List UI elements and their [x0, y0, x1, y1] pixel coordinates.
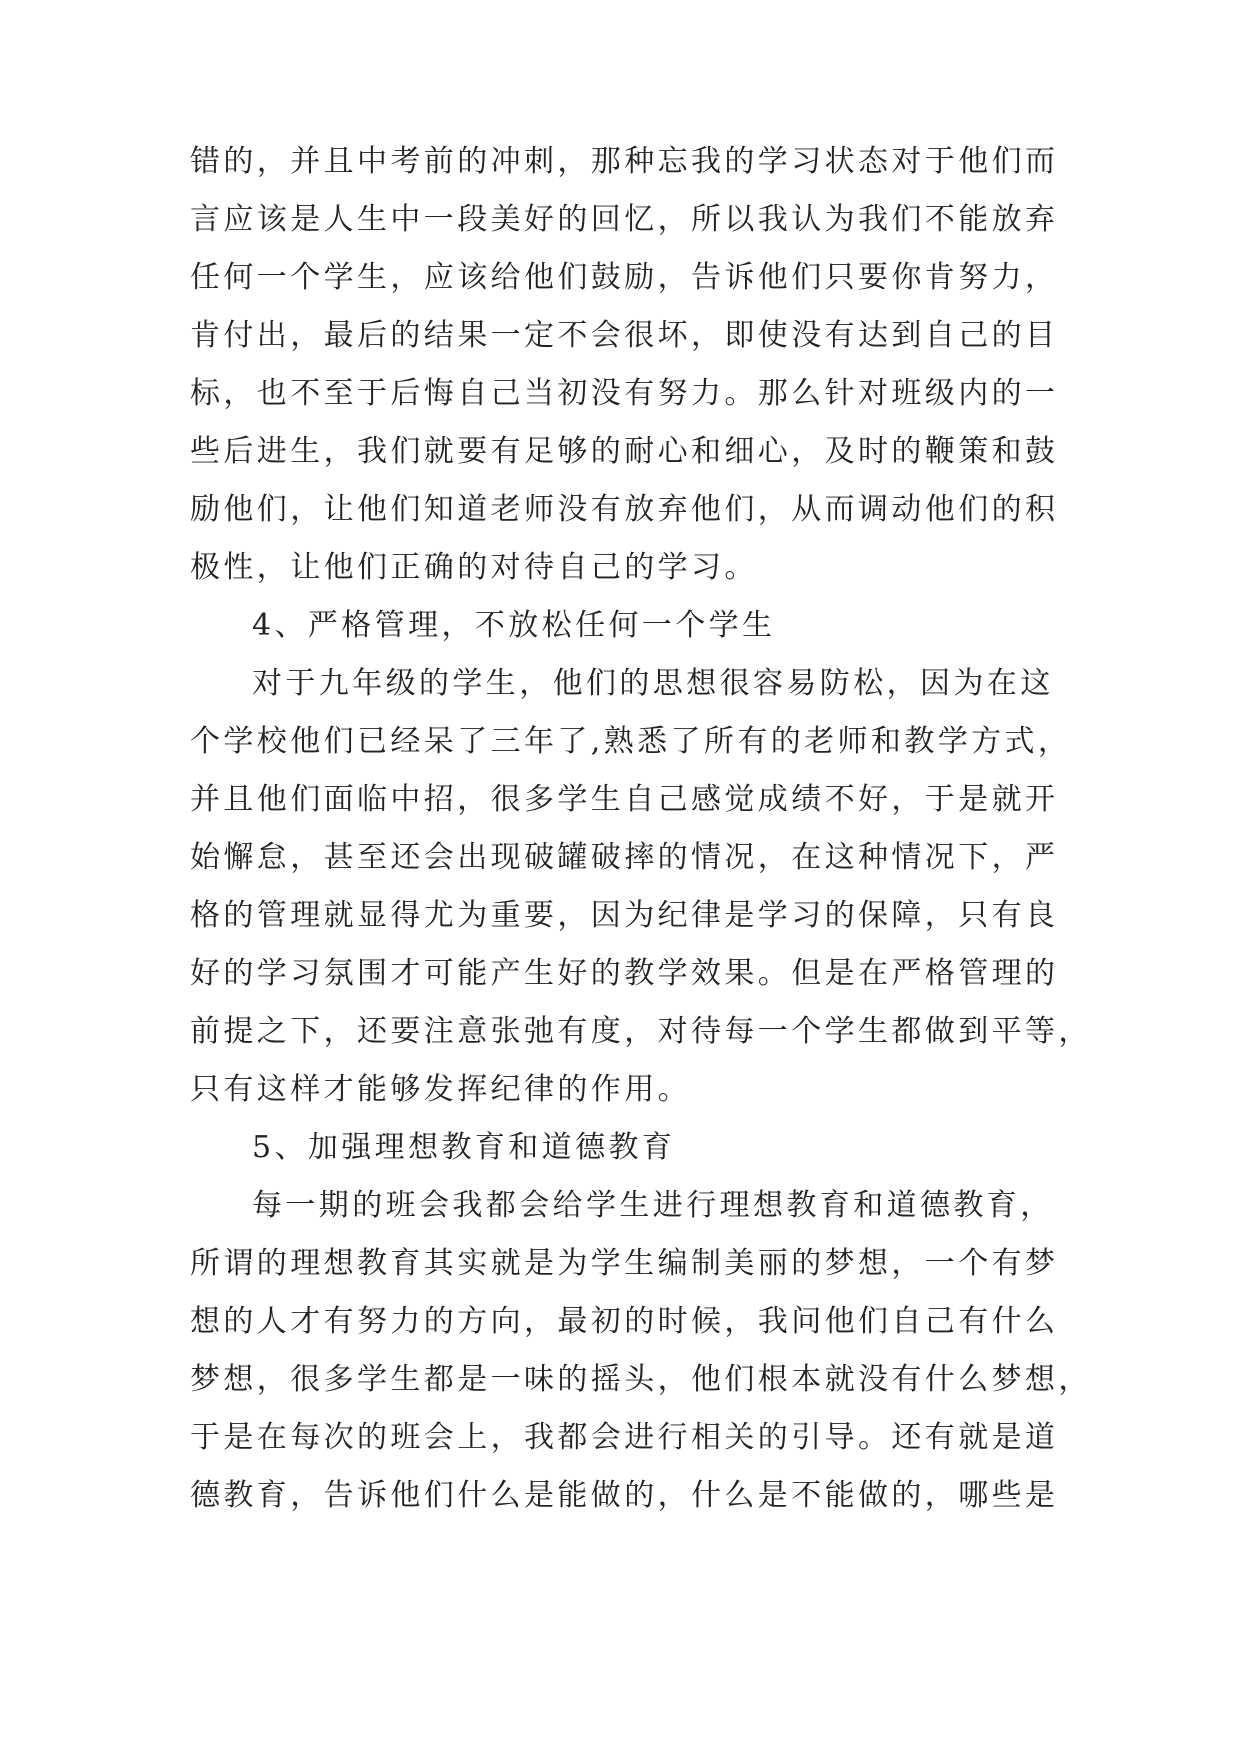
body-line: 个学校他们已经呆了三年了,熟悉了所有的老师和教学方式， [190, 724, 1072, 759]
body-line: 极性，让他们正确的对待自己的学习。 [190, 550, 758, 585]
paragraph-first-line: 每一期的班会我都会给学生进行理想教育和道德教育， [252, 1188, 1054, 1223]
paragraph-first-line: 对于九年级的学生，他们的思想很容易防松，因为在这 [252, 666, 1054, 701]
section-heading: 4、严格管理，不放松任何一个学生 [252, 608, 776, 643]
body-line: 梦想，很多学生都是一味的摇头，他们根本就没有什么梦想， [190, 1362, 1092, 1397]
body-line: 想的人才有努力的方向，最初的时候，我问他们自己有什么 [190, 1304, 1059, 1339]
body-line: 标，也不至于后悔自己当初没有努力。那么针对班级内的一 [190, 376, 1059, 411]
body-line: 并且他们面临中招，很多学生自己感觉成绩不好，于是就开 [190, 782, 1059, 817]
body-line: 始懈怠，甚至还会出现破罐破摔的情况，在这种情况下，严 [190, 840, 1059, 875]
body-line: 言应该是人生中一段美好的回忆，所以我认为我们不能放弃 [190, 202, 1059, 237]
body-line: 肯付出，最后的结果一定不会很坏，即使没有达到自己的目 [190, 318, 1059, 353]
body-line: 于是在每次的班会上，我都会进行相关的引导。还有就是道 [190, 1420, 1059, 1455]
body-line: 任何一个学生，应该给他们鼓励，告诉他们只要你肯努力， [190, 260, 1059, 295]
section-heading: 5、加强理想教育和道德教育 [252, 1130, 676, 1165]
body-line: 所谓的理想教育其实就是为学生编制美丽的梦想，一个有梦 [190, 1246, 1059, 1281]
body-line: 励他们，让他们知道老师没有放弃他们，从而调动他们的积 [190, 492, 1059, 527]
body-line: 只有这样才能够发挥纪律的作用。 [190, 1072, 691, 1107]
body-line: 前提之下，还要注意张弛有度，对待每一个学生都做到平等， [190, 1014, 1092, 1049]
body-line: 德教育，告诉他们什么是能做的，什么是不能做的，哪些是 [190, 1478, 1059, 1513]
body-line: 格的管理就显得尤为重要，因为纪律是学习的保障，只有良 [190, 898, 1059, 933]
body-line: 错的，并且中考前的冲刺，那种忘我的学习状态对于他们而 [190, 144, 1059, 179]
body-line: 好的学习氛围才可能产生好的教学效果。但是在严格管理的 [190, 956, 1059, 991]
body-line: 些后进生，我们就要有足够的耐心和细心，及时的鞭策和鼓 [190, 434, 1059, 469]
